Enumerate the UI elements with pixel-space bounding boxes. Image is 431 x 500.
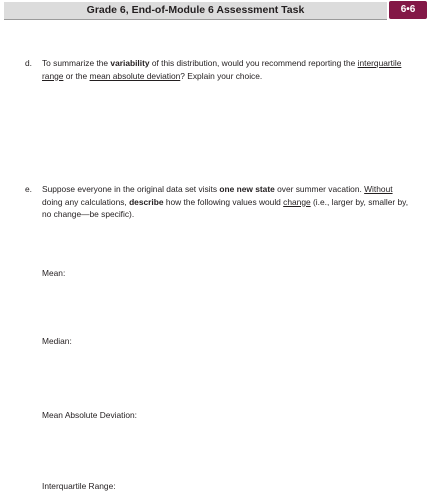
question-d-text-1: To summarize the [42, 58, 111, 68]
median-label: Median: [42, 336, 72, 346]
question-d-term-mad: mean absolute deviation [89, 70, 181, 81]
question-e-keyword-describe: describe [129, 196, 164, 207]
question-e-text [42, 183, 412, 221]
question-d-text-7: ? Explain your choice. [180, 70, 263, 81]
question-e-text-9: (i.e., larger by, smaller by, no change—be specific). [42, 196, 409, 219]
header-bar [4, 2, 387, 20]
question-d-term-iqr: interquartile range [42, 58, 402, 81]
iqr-label: Interquartile Range: [42, 481, 116, 491]
question-d-letter: d. [25, 58, 32, 68]
question-e-text-1: Suppose everyone in the original data set visits [42, 184, 220, 194]
mean-label: Mean: [42, 268, 66, 278]
question-e-keyword-new-state: one new state [219, 184, 275, 194]
question-d-text-5: or the [63, 70, 90, 81]
module-badge: 6•6 [389, 1, 427, 19]
question-e-text-5: doing any calculations, [42, 196, 130, 207]
question-e-letter: e. [25, 184, 32, 194]
question-e-term-change: change [283, 196, 311, 207]
question-e-term-without: Without [364, 184, 393, 194]
question-e-text-3: over summer vacation. [274, 184, 365, 194]
question-d-text-3: of this distribution, would you recommend reporting the [149, 58, 358, 68]
mad-label: Mean Absolute Deviation: [42, 410, 137, 420]
question-d-text [42, 57, 412, 82]
question-d-keyword-variability: variability [110, 58, 150, 68]
question-e-text-7: how the following values would [163, 196, 284, 207]
page-title: Grade 6, End-of-Module 6 Assessment Task [86, 4, 305, 16]
